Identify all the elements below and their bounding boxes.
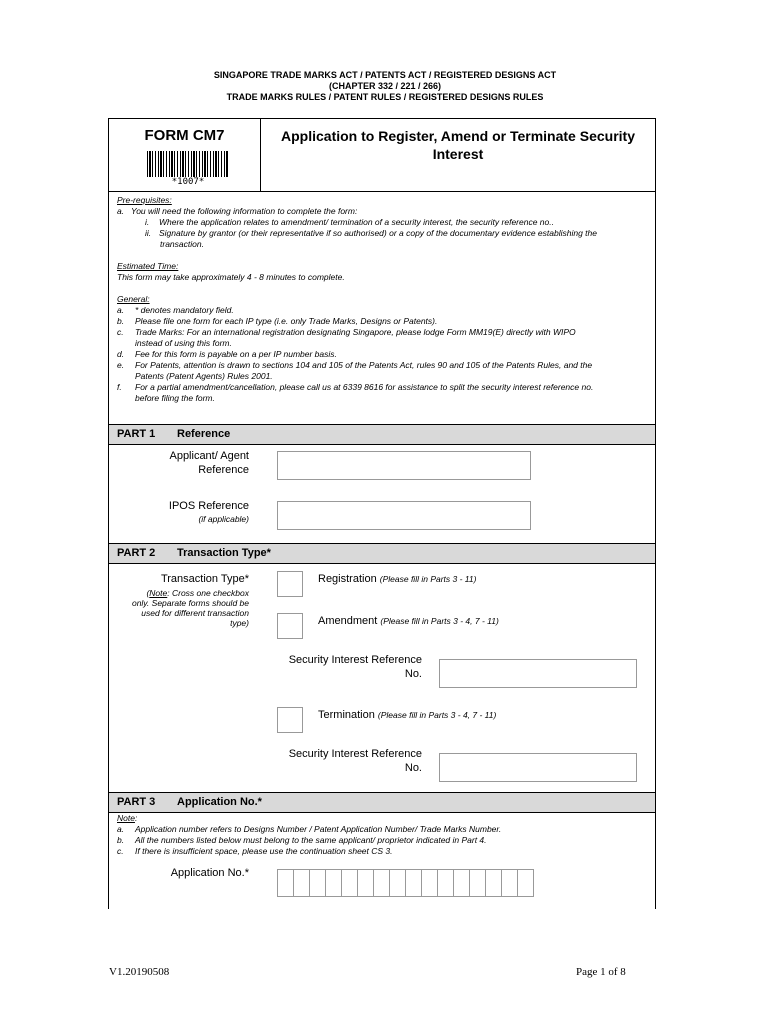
part3-note-a: Application number refers to Designs Number / Patent Application Number/ Trade Marks Number. [135, 824, 502, 834]
transaction-type-note: (Note: Cross one checkbox only. Separate forms should be used for different transaction type) [131, 588, 249, 628]
amend-sec-ref-input[interactable] [439, 659, 637, 688]
amend-sec-ref-label: Security Interest Reference No. [288, 654, 422, 680]
part3-note-b: All the numbers listed below must belong to the same applicant/ proprietor indicated in Part 4. [135, 835, 487, 845]
general-f-cont: before filing the form. [135, 393, 215, 403]
prereq-ii-cont: transaction. [160, 239, 204, 249]
term-sec-ref-input[interactable] [439, 753, 637, 782]
estimated-text: This form may take approximately 4 - 8 minutes to complete. [117, 272, 345, 282]
general-c-cont: instead of using this form. [135, 338, 232, 348]
act-header-line-3: TRADE MARKS RULES / PATENT RULES / REGISTERED DESIGNS RULES [226, 92, 544, 102]
form-frame [108, 118, 656, 909]
ipos-ref-hint: (if applicable) [198, 514, 249, 524]
part2-header [109, 543, 655, 564]
application-no-label: Application No.* [170, 867, 249, 879]
barcode-text: *1007* [171, 177, 205, 187]
part2-num: PART 2 [117, 547, 156, 559]
general-e: For Patents, attention is drawn to sections 104 and 105 of the Patents Act, rules 90 and 105 of the Patents Rules, and the [135, 360, 593, 370]
page-number: Page 1 of 8 [576, 966, 626, 978]
amendment-checkbox[interactable] [277, 613, 303, 639]
part1-header [109, 424, 655, 445]
form-title-cell [261, 119, 655, 192]
termination-checkbox[interactable] [277, 707, 303, 733]
ipos-ref-label: IPOS Reference [168, 500, 249, 512]
termination-option: Termination (Please fill in Parts 3 - 4, 7 - 11) [318, 709, 497, 721]
barcode-icon [147, 151, 229, 177]
general-c: Trade Marks: For an international registration designating Singapore, please lodge Form MM19(E) directly with WIPO [135, 327, 576, 337]
agent-ref-input[interactable] [277, 451, 531, 480]
act-header-line-2: (CHAPTER 332 / 221 / 266) [328, 81, 442, 91]
general-heading: General: [117, 294, 150, 304]
part3-header [109, 792, 655, 813]
general-f: For a partial amendment/cancellation, please call us at 6339 8616 for assistance to split the security interest reference no. [135, 382, 594, 392]
form-title: Application to Register, Amend or Terminate Security Interest [281, 128, 635, 162]
part2-title: Transaction Type* [177, 547, 271, 559]
registration-option: Registration (Please fill in Parts 3 - 11) [318, 573, 477, 585]
amendment-option: Amendment (Please fill in Parts 3 - 4, 7 - 11) [318, 615, 499, 627]
estimated-heading: Estimated Time: [117, 261, 179, 271]
part3-note-c: If there is insufficient space, please use the continuation sheet CS 3. [135, 846, 393, 856]
form-code: FORM CM7 [144, 127, 225, 144]
term-sec-ref-label: Security Interest Reference No. [288, 748, 422, 774]
agent-ref-label: Applicant/ Agent Reference [169, 450, 249, 476]
prereq-heading: Pre-requisites: [117, 195, 172, 205]
part3-title: Application No.* [177, 796, 262, 808]
version-label: V1.20190508 [109, 966, 170, 978]
ipos-ref-input[interactable] [277, 501, 531, 530]
registration-checkbox[interactable] [277, 571, 303, 597]
part3-notes: Note: a. Application number refers to Designs Number / Patent Application Number/ Trade Marks Number. b. All the numbers listed below must belong to the same applicant/ proprietor indicated in Part 4. c. If there is insufficient space, please use the continuation sheet CS 3. [117, 813, 502, 856]
form-code-cell [109, 119, 261, 192]
general-e-cont: Patents (Patent Agents) Rules 2001. [135, 371, 273, 381]
prereq-ii: Signature by grantor (or their representative if so authorised) or a copy of the documentary evidence establishing the [159, 228, 597, 238]
prereq-i: Where the application relates to amendment/ termination of a security interest, the security reference no.. [159, 217, 554, 227]
transaction-type-label: Transaction Type* [160, 573, 249, 585]
application-no-input[interactable] [277, 869, 534, 897]
general-b: Please file one form for each IP type (i.e. only Trade Marks, Designs or Patents). [135, 316, 438, 326]
act-header-line-1: SINGAPORE TRADE MARKS ACT / PATENTS ACT / REGISTERED DESIGNS ACT [213, 70, 557, 80]
general-a: * denotes mandatory field. [135, 305, 234, 315]
part1-num: PART 1 [117, 428, 156, 440]
part1-title: Reference [177, 428, 231, 440]
instructions: Pre-requisites: a. You will need the following information to complete the form: i. Where the application relates to amendment/ termination of a security interest, the security reference no.. ii. Signature by grantor (or their representative if so authorised) or a copy of the documentary evidence establishing the transaction. Estimated Time: This form may take approximately 4 - 8 minutes to complete. General: a. * denotes mandatory field. b. Please file one form for each IP type (i.e. only Trade Marks, Designs or Patents). c. Trade Marks: For an international registration designating Singapore, please lodge Form MM19(E) directly with WIPO instead of using this form. d. Fee for this form is payable on a per IP number basis. e. For Patents, attention is drawn to sections 104 and 105 of the Patents Act, rules 90 and 105 of the Patents Rules, and the Patents (Patent Agents) Rules 2001. f. For a partial amendment/cancellation, please call us at 6339 8616 for assistance to split the security interest reference no. before filing the form. [117, 195, 597, 403]
part3-num: PART 3 [117, 796, 156, 808]
general-d: Fee for this form is payable on a per IP number basis. [135, 349, 337, 359]
prereq-a: You will need the following information to complete the form: [131, 206, 358, 216]
